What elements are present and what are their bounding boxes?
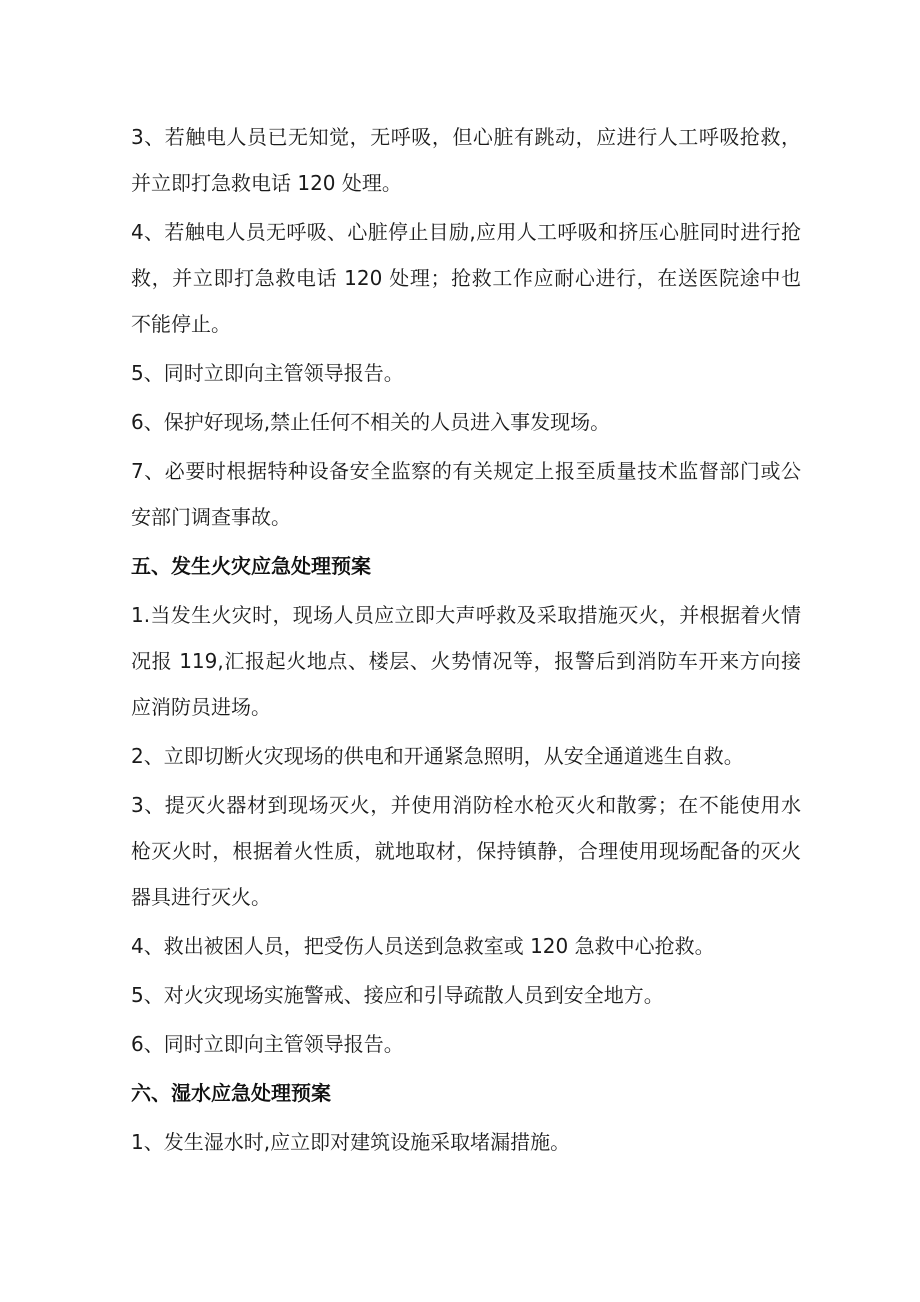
fire-item-5: 5、对火灾现场实施警戒、接应和引导疏散人员到安全地方。 (131, 983, 664, 1007)
paragraph-item-6: 6、保护好现场,禁止任何不相关的人员进入事发现场。 (131, 410, 611, 434)
fire-item-1: 1.当发生火灾时，现场人员应立即大声呼救及采取措施灭火，并根据着火情况报 119,汇报起火地点、楼层、火势情况等，报警后到消防车开来方向接应消防员进场。 (131, 603, 801, 719)
fire-item-2: 2、立即切断火灾现场的供电和开通紧急照明，从安全通道逃生自救。 (131, 744, 744, 768)
document-page (131, 114, 801, 1168)
section-heading-fire: 五、发生火灾应急处理预案 (131, 554, 371, 578)
section-heading-water: 六、湿水应急处理预案 (131, 1081, 331, 1105)
paragraph-item-7: 7、必要时根据特种设备安全监察的有关规定上报至质量技术监督部门或公安部门调查事故。 (131, 459, 801, 529)
fire-item-6: 6、同时立即向主管领导报告。 (131, 1032, 404, 1056)
paragraph-item-4: 4、若触电人员无呼吸、心脏停止目励,应用人工呼吸和挤压心脏同时进行抢救，并立即打急救电话 120 处理；抢救工作应耐心进行，在送医院途中也不能停止。 (131, 220, 801, 336)
paragraph-item-3: 3、若触电人员已无知觉，无呼吸，但心脏有跳动，应进行人工呼吸抢救，并立即打急救电话 120 处理。 (131, 125, 801, 195)
fire-item-4: 4、救出被困人员，把受伤人员送到急救室或 120 急救中心抢救。 (131, 934, 715, 958)
water-item-1: 1、发生湿水时,应立即对建筑设施采取堵漏措施。 (131, 1130, 571, 1154)
fire-item-3: 3、提灭火器材到现场灭火，并使用消防栓水枪灭火和散雾；在不能使用水枪灭火时，根据着火性质，就地取材，保持镇静，合理使用现场配备的灭火器具进行灭火。 (131, 793, 801, 909)
paragraph-item-5: 5、同时立即向主管领导报告。 (131, 361, 404, 385)
